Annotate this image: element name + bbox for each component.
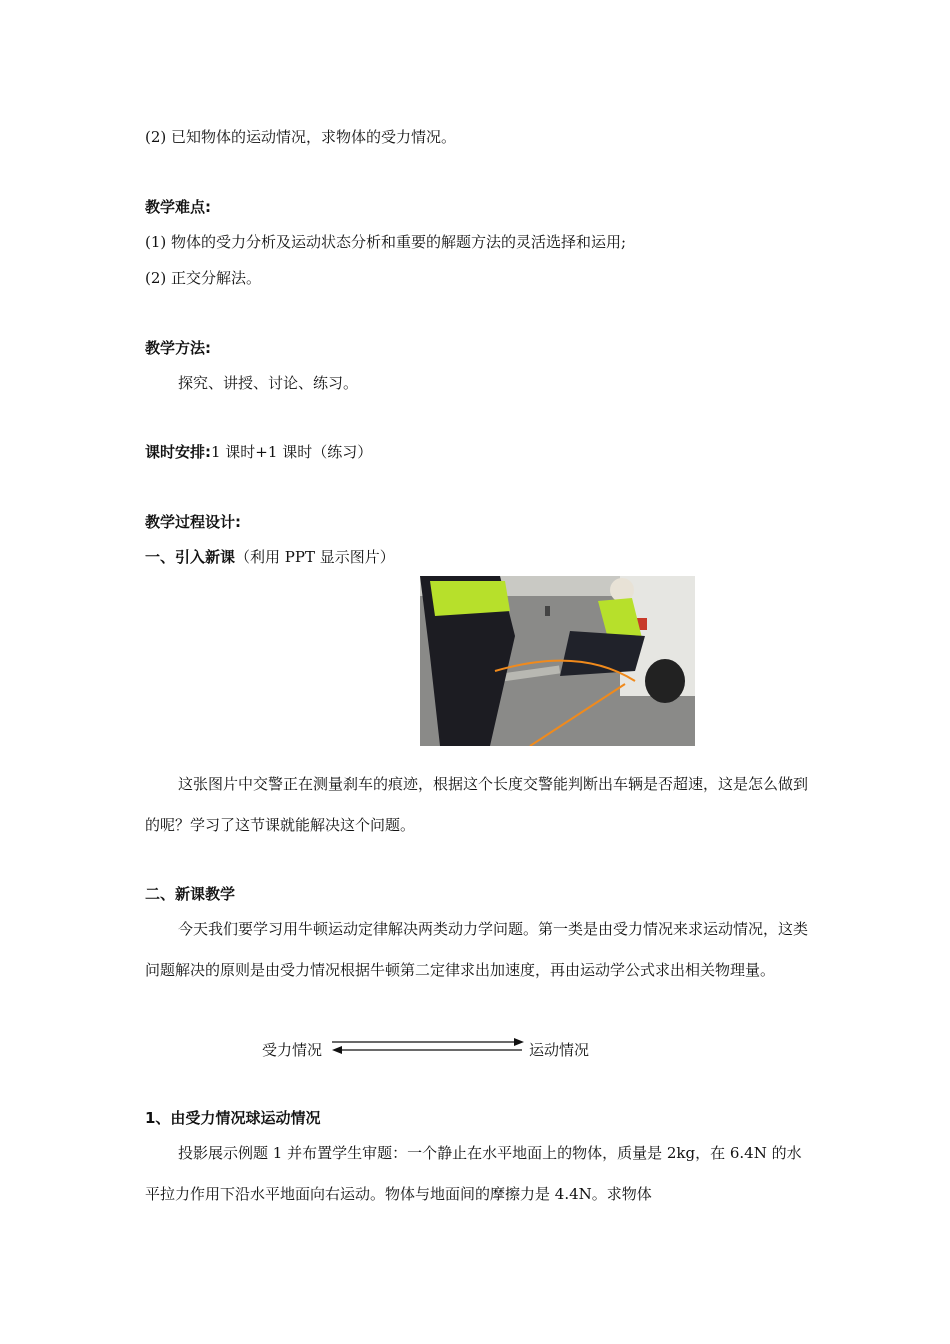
- difficulty-item-2: (2) 正交分解法。: [145, 269, 262, 287]
- intro-heading: 一、引入新课: [145, 548, 236, 566]
- intro-note: （利用 PPT 显示图片）: [235, 548, 395, 566]
- photo-paragraph: [145, 764, 810, 846]
- process-heading: 教学过程设计:: [145, 513, 241, 531]
- section-1-heading: 1、由受力情况球运动情况: [145, 1109, 321, 1127]
- traffic-police-photo: [420, 576, 695, 746]
- example-1-paragraph: [145, 1133, 810, 1215]
- objective-item-2: (2) 已知物体的运动情况，求物体的受力情况。: [145, 128, 457, 146]
- new-lesson-heading: 二、新课教学: [145, 885, 236, 903]
- schedule-line: [145, 442, 372, 462]
- diagram-label-motion: 运动情况: [529, 1041, 590, 1059]
- relation-diagram: [262, 1035, 602, 1063]
- new-lesson-paragraph: [145, 909, 810, 991]
- method-heading: 教学方法:: [145, 339, 211, 357]
- schedule-text: 1 课时+1 课时（练习）: [211, 443, 373, 461]
- difficulty-heading: 教学难点:: [145, 198, 211, 216]
- difficulty-item-1: (1) 物体的受力分析及运动状态分析和重要的解题方法的灵活选择和运用;: [145, 233, 627, 251]
- diagram-label-force: 受力情况: [262, 1041, 323, 1059]
- schedule-heading: 课时安排:: [145, 443, 211, 461]
- double-arrow-icon: [330, 1035, 526, 1059]
- method-text: 探究、讲授、讨论、练习。: [178, 374, 359, 392]
- new-lesson-paragraph-text: 今天我们要学习用牛顿运动定律解决两类动力学问题。第一类是由受力情况来求运动情况，这类问题解决的原则是由受力情况根据牛顿第二定律求出加速度，再由运动学公式求出相关物理量。: [145, 920, 809, 979]
- intro-line: [145, 547, 395, 567]
- example-1-paragraph-text: 投影展示例题 1 并布置学生审题：一个静止在水平地面上的物体，质量是 2kg，在 6.4N 的水平拉力作用下沿水平地面向右运动。物体与地面间的摩擦力是 4.4N。求物体: [145, 1144, 802, 1203]
- photo-paragraph-text: 这张图片中交警正在测量刹车的痕迹，根据这个长度交警能判断出车辆是否超速，这是怎么做到的呢？学习了这节课就能解决这个问题。: [145, 775, 809, 834]
